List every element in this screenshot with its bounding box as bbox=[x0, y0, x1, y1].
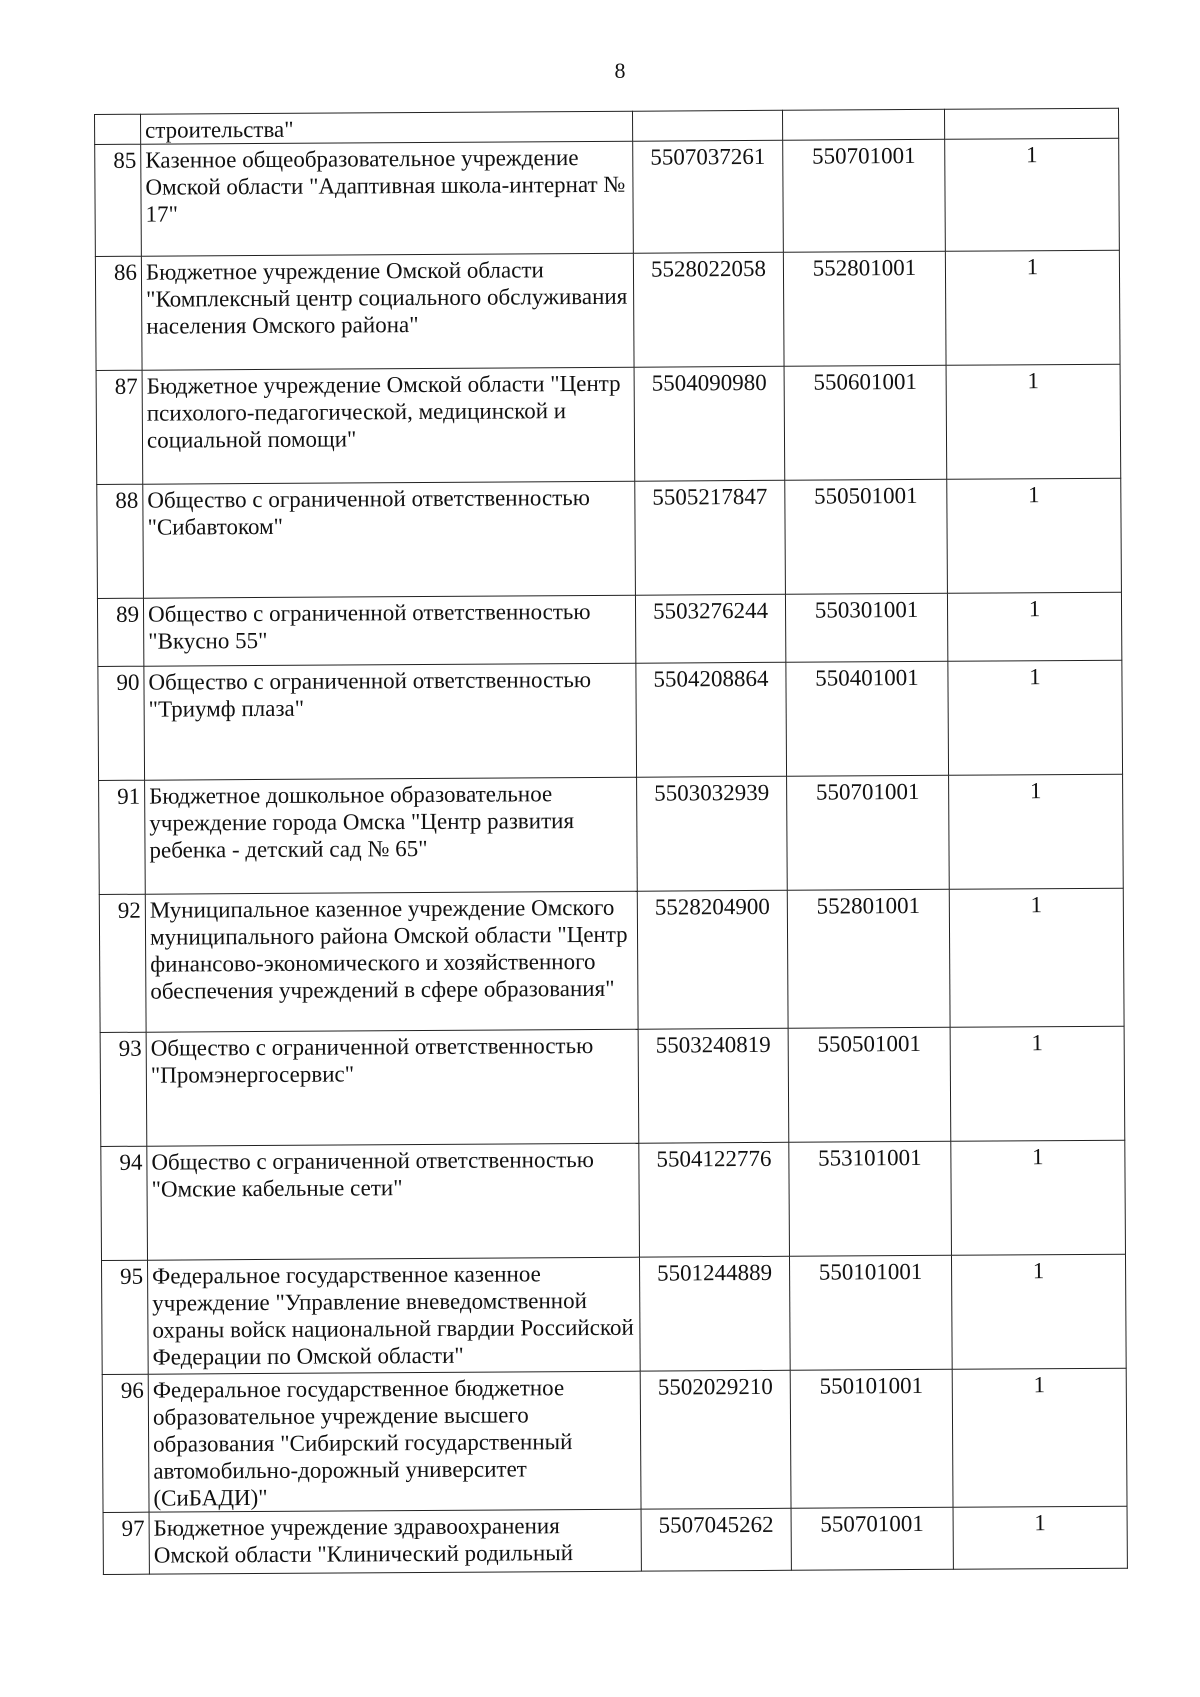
organization-name: Общество с ограниченной ответственностью "Омские кабельные сети" bbox=[147, 1143, 640, 1260]
row-number: 88 bbox=[97, 484, 144, 598]
row-number: 86 bbox=[95, 256, 142, 370]
organization-name: Казенное общеобразовательное учреждение Омской области "Адаптивная школа-интернат № 17" bbox=[141, 141, 634, 256]
row-number: 91 bbox=[99, 780, 146, 894]
table-row bbox=[95, 138, 1120, 256]
organization-name: Бюджетное учреждение Омской области "Центр психолого-педагогической, медицинской и социальной помощи" bbox=[142, 367, 635, 484]
table-row bbox=[97, 478, 1122, 598]
quantity-value: 1 bbox=[945, 250, 1120, 365]
page-number: 8 bbox=[614, 58, 626, 83]
organization-name: Бюджетное дошкольное образовательное учреждение города Омска "Центр развития ребенка - детский сад № 65" bbox=[145, 777, 638, 894]
row-number: 96 bbox=[102, 1374, 149, 1512]
table-row bbox=[97, 592, 1121, 666]
kpp-value: 552801001 bbox=[783, 251, 946, 366]
organization-name: Муниципальное казенное учреждение Омского муниципального района Омской области "Центр финансово-экономического и хозяйственного обеспечения учреждений в сфере образования" bbox=[145, 891, 638, 1032]
kpp-value: 550101001 bbox=[790, 1369, 953, 1508]
kpp-value: 550501001 bbox=[788, 1027, 951, 1142]
kpp-value: 550501001 bbox=[785, 479, 948, 594]
organization-name: Общество с ограниченной ответственностью "Триумф плаза" bbox=[144, 663, 637, 780]
row-number: 97 bbox=[103, 1512, 149, 1574]
table-row bbox=[96, 364, 1121, 484]
quantity-value: 1 bbox=[953, 1506, 1127, 1569]
organization-name: строительства" bbox=[141, 111, 633, 144]
kpp-value: 550701001 bbox=[783, 139, 946, 252]
inn-value: 5503240819 bbox=[638, 1028, 789, 1143]
inn-value: 5505217847 bbox=[635, 480, 786, 595]
table-row bbox=[100, 1026, 1125, 1146]
kpp-value: 550701001 bbox=[791, 1507, 953, 1570]
row-number: 85 bbox=[95, 144, 142, 256]
inn-value: 5503276244 bbox=[635, 594, 785, 663]
table-row bbox=[101, 1140, 1126, 1260]
kpp-value bbox=[782, 109, 944, 140]
inn-value: 5501244889 bbox=[639, 1256, 790, 1371]
quantity-value bbox=[944, 108, 1118, 139]
registry-table bbox=[94, 108, 1128, 1575]
table-row bbox=[98, 660, 1123, 780]
table-row bbox=[102, 1368, 1127, 1512]
inn-value bbox=[632, 110, 782, 141]
kpp-value: 553101001 bbox=[789, 1141, 952, 1256]
row-number: 93 bbox=[100, 1032, 147, 1146]
organization-name: Общество с ограниченной ответственностью "Промэнергосервис" bbox=[146, 1029, 639, 1146]
kpp-value: 550301001 bbox=[785, 593, 947, 662]
kpp-value: 550401001 bbox=[786, 661, 949, 776]
inn-value: 5504208864 bbox=[636, 662, 787, 777]
organization-name: Бюджетное учреждение здравоохранения Омской области "Клинический родильный bbox=[149, 1509, 641, 1574]
row-number: 94 bbox=[101, 1146, 148, 1260]
row-number: 95 bbox=[102, 1260, 149, 1374]
row-number: 90 bbox=[98, 666, 145, 780]
quantity-value: 1 bbox=[947, 592, 1121, 661]
quantity-value: 1 bbox=[949, 888, 1124, 1027]
organization-name: Общество с ограниченной ответственностью "Сибавтоком" bbox=[143, 481, 636, 598]
table-row bbox=[102, 1254, 1127, 1374]
inn-value: 5504090980 bbox=[634, 366, 785, 481]
kpp-value: 552801001 bbox=[787, 889, 950, 1028]
quantity-value: 1 bbox=[952, 1368, 1127, 1507]
quantity-value: 1 bbox=[945, 138, 1120, 251]
table-row bbox=[99, 774, 1124, 894]
inn-value: 5528204900 bbox=[637, 890, 788, 1029]
table-row bbox=[95, 250, 1120, 370]
inn-value: 5528022058 bbox=[633, 252, 784, 367]
row-number bbox=[95, 114, 141, 144]
organization-name: Федеральное государственное казенное учреждение "Управление вневедомственной охраны войск национальной гвардии Российской Федерации по Омской области" bbox=[148, 1257, 641, 1374]
inn-value: 5507045262 bbox=[641, 1508, 791, 1571]
inn-value: 5502029210 bbox=[640, 1370, 791, 1509]
quantity-value: 1 bbox=[948, 660, 1123, 775]
row-number: 92 bbox=[99, 894, 146, 1032]
inn-value: 5507037261 bbox=[633, 140, 784, 253]
kpp-value: 550701001 bbox=[787, 775, 950, 890]
quantity-value: 1 bbox=[951, 1140, 1126, 1255]
kpp-value: 550101001 bbox=[789, 1255, 952, 1370]
row-number: 89 bbox=[97, 598, 143, 666]
organization-name: Общество с ограниченной ответственностью "Вкусно 55" bbox=[143, 595, 635, 666]
organization-name: Федеральное государственное бюджетное образовательное учреждение высшего образования "Сибирский государственный автомобильно-дорожный университет (СиБАДИ)" bbox=[148, 1371, 641, 1512]
quantity-value: 1 bbox=[946, 364, 1121, 479]
inn-value: 5504122776 bbox=[639, 1142, 790, 1257]
kpp-value: 550601001 bbox=[784, 365, 947, 480]
quantity-value: 1 bbox=[947, 478, 1122, 593]
quantity-value: 1 bbox=[950, 1026, 1125, 1141]
inn-value: 5503032939 bbox=[637, 776, 788, 891]
row-number: 87 bbox=[96, 370, 143, 484]
organization-name: Бюджетное учреждение Омской области "Комплексный центр социального обслуживания населения Омского района" bbox=[141, 253, 634, 370]
quantity-value: 1 bbox=[949, 774, 1124, 889]
table-row bbox=[99, 888, 1124, 1032]
table-row bbox=[103, 1506, 1127, 1574]
quantity-value: 1 bbox=[951, 1254, 1126, 1369]
